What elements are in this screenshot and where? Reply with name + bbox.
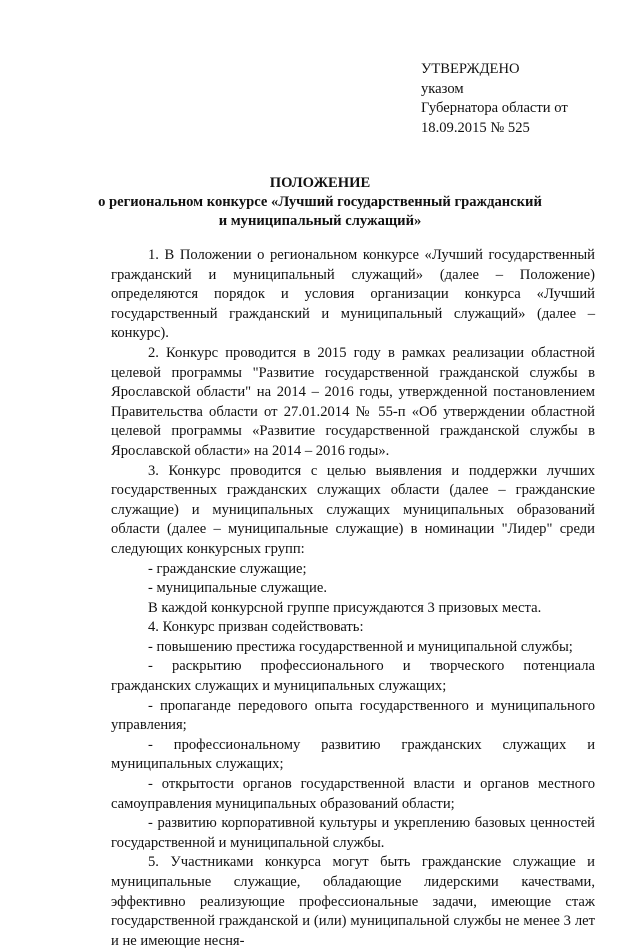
list-item: - профессиональному развитию гражданских служащих и муниципальных служащих;	[111, 736, 595, 773]
paragraph-3: 3. Конкурс проводится с целью выявления и поддержки лучших государственных гражданских служащих области (далее – гражданские служащие) и муниципальных служащих муниципальных образований области (далее – муниципальные служащие) в номинации "Лидер" среди следующих конкурсных групп:	[111, 462, 595, 557]
paragraph-4: 4. Конкурс призван содействовать:	[148, 619, 364, 636]
list-item: - развитию корпоративной культуры и укреплению базовых ценностей государственной и муниципальной службы.	[111, 815, 595, 851]
approval-decree-line: указом	[421, 80, 464, 97]
list-item: - муниципальные служащие.	[148, 580, 327, 597]
approval-authority-line: Губернатора области от	[421, 100, 568, 117]
approval-stamp-block	[421, 60, 621, 138]
approval-date-number: 18.09.2015 № 525	[421, 119, 530, 136]
list-item: - открытости органов государственной власти и органов местного самоуправления муниципальных образований области;	[111, 776, 595, 812]
list-item: - гражданские служащие;	[148, 560, 307, 577]
paragraph-1: 1. В Положении о региональном конкурсе «Лучший государственный гражданский и муниципальный служащий» (далее – Положение) определяются порядок и условия организации конкурса «Лучший государственный гражданский и муниципальный служащий» (далее – конкурс).	[111, 247, 595, 342]
list-item: - повышению престижа государственной и муниципальной службы;	[148, 638, 573, 655]
list-item: - раскрытию профессионального и творческого потенциала гражданских служащих и муниципальных служащих;	[111, 658, 595, 695]
paragraph-5: 5. Участниками конкурса могут быть гражданские служащие и муниципальные служащие, обладающие лидерскими качествами, эффективно реализующие профессиональные задачи, имеющие стаж государственной гражданской и (или) муниципальной службы не менее 3 лет и не имеющие несня-	[111, 854, 595, 949]
paragraph-prize-places: В каждой конкурсной группе присуждаются 3 призовых места.	[148, 599, 542, 616]
document-body	[111, 246, 595, 951]
paragraph-2: 2. Конкурс проводится в 2015 году в рамках реализации областной целевой программы "Развитие государственной гражданской службы в Ярославской области" на 2014 – 2016 годы, утвержденной постановлением Правительства области от 27.01.2014 № 55-п «Об утверждении областной целевой программы «Развитие государственной гражданской службы в Ярославской области» на 2014 – 2016 годы».	[111, 344, 595, 459]
document-title: ПОЛОЖЕНИЕ	[269, 175, 371, 191]
list-item: - пропаганде передового опыта государственного и муниципального управления;	[111, 697, 595, 734]
document-subtitle-line-1: о региональном конкурсе «Лучший государственный гражданский	[98, 194, 542, 210]
document-subtitle-line-2: и муниципальный служащий»	[218, 213, 422, 229]
approval-heading: УТВЕРЖДЕНО	[421, 61, 520, 77]
